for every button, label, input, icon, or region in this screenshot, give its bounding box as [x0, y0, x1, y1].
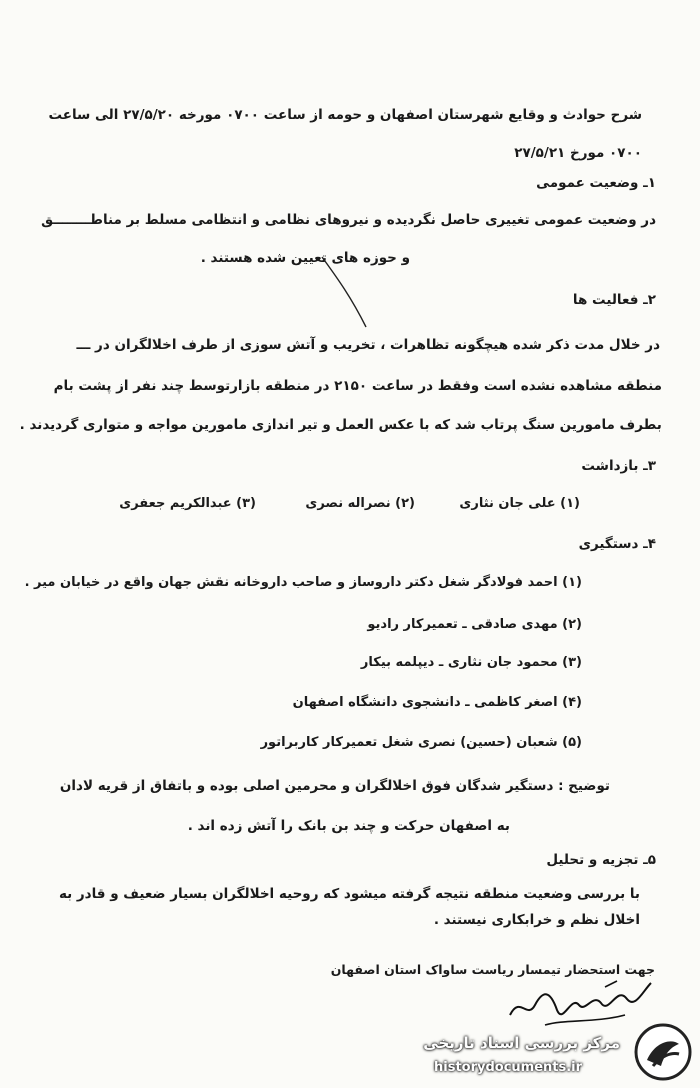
arrest-item-2: (۲) نصراله نصری — [305, 496, 415, 511]
detainee-item-5: (۵) شعبان (حسین) نصری شغل تعمیرکار کاربراتور — [260, 735, 582, 750]
section-5-line-2: اخلال نظم و خرابکاری نیستند . — [433, 912, 640, 928]
note-line-1: توضیح : دستگیر شدگان فوق اخلالگران و محرمین اصلی بوده و باتفاق از قریه لادان — [59, 778, 610, 794]
detainee-item-3: (۳) محمود جان نثاری ـ دیپلمه بیکار — [360, 655, 582, 670]
section-1-line-2: و حوزه های تعیین شده هستند . — [200, 250, 410, 266]
section-5-heading: ۵ـ تجزیه و تحلیل — [546, 852, 656, 868]
watermark-url: historydocuments.ir — [434, 1060, 583, 1075]
pen-mark — [320, 255, 370, 330]
section-5-line-1: با بررسی وضعیت منطقه نتیجه گرفته میشود که روحیه اخلالگران بسیار ضعیف و قادر به — [58, 886, 640, 902]
section-2-line-1: در خلال مدت ذکر شده هیچگونه تظاهرات ، تخریب و آتش سوزی از طرف اخلالگران در ـــ — [76, 337, 660, 353]
section-2-line-2: منطقه مشاهده نشده است وفقط در ساعت ۲۱۵۰ در منطقه بازارتوسط چند نفر از پشت بام — [53, 378, 662, 394]
detainee-item-1: (۱) احمد فولادگر شغل دکتر داروساز و صاحب داروخانه نقش جهان واقع در خیابان میر . — [24, 575, 582, 590]
section-2-line-3: بطرف مامورین سنگ پرتاب شد که با عکس العمل و تیر اندازی مامورین مواجه و متواری گردیدند . — [19, 417, 662, 433]
title-line-1: شرح حوادث و وقایع شهرستان اصفهان و حومه از ساعت ۰۷۰۰ مورخه ۲۷/۵/۲۰ الی ساعت — [48, 107, 642, 123]
section-4-heading: ۴ـ دستگیری — [578, 536, 656, 552]
archive-logo-icon — [633, 1022, 693, 1082]
section-2-heading: ۲ـ فعالیت ها — [572, 292, 656, 308]
detainee-item-4: (۴) اصغر کاظمی ـ دانشجوی دانشگاه اصفهان — [292, 695, 582, 710]
note-line-2: به اصفهان حرکت و چند بن بانک را آتش زده اند . — [187, 818, 510, 834]
section-1-heading: ۱ـ وضعیت عمومی — [536, 175, 656, 191]
section-3-heading: ۳ـ بازداشت — [581, 458, 656, 474]
arrest-item-3: (۳) عبدالکریم جعفری — [119, 496, 256, 511]
footer-addressee: جهت استحضار تیمسار ریاست ساواک استان اصفهان — [330, 962, 655, 977]
arrest-item-1: (۱) علی جان نثاری — [459, 496, 580, 511]
title-line-2: ۰۷۰۰ مورخ ۲۷/۵/۲۱ — [514, 145, 642, 161]
section-1-line-1: در وضعیت عمومی تغییری حاصل نگردیده و نیروهای نظامی و انتظامی مسلط بر مناطــــــــق — [41, 212, 656, 228]
detainee-item-2: (۲) مهدی صادقی ـ تعمیرکار رادیو — [367, 617, 582, 632]
watermark-title: مرکز بررسی اسناد تاریخی — [423, 1034, 620, 1052]
